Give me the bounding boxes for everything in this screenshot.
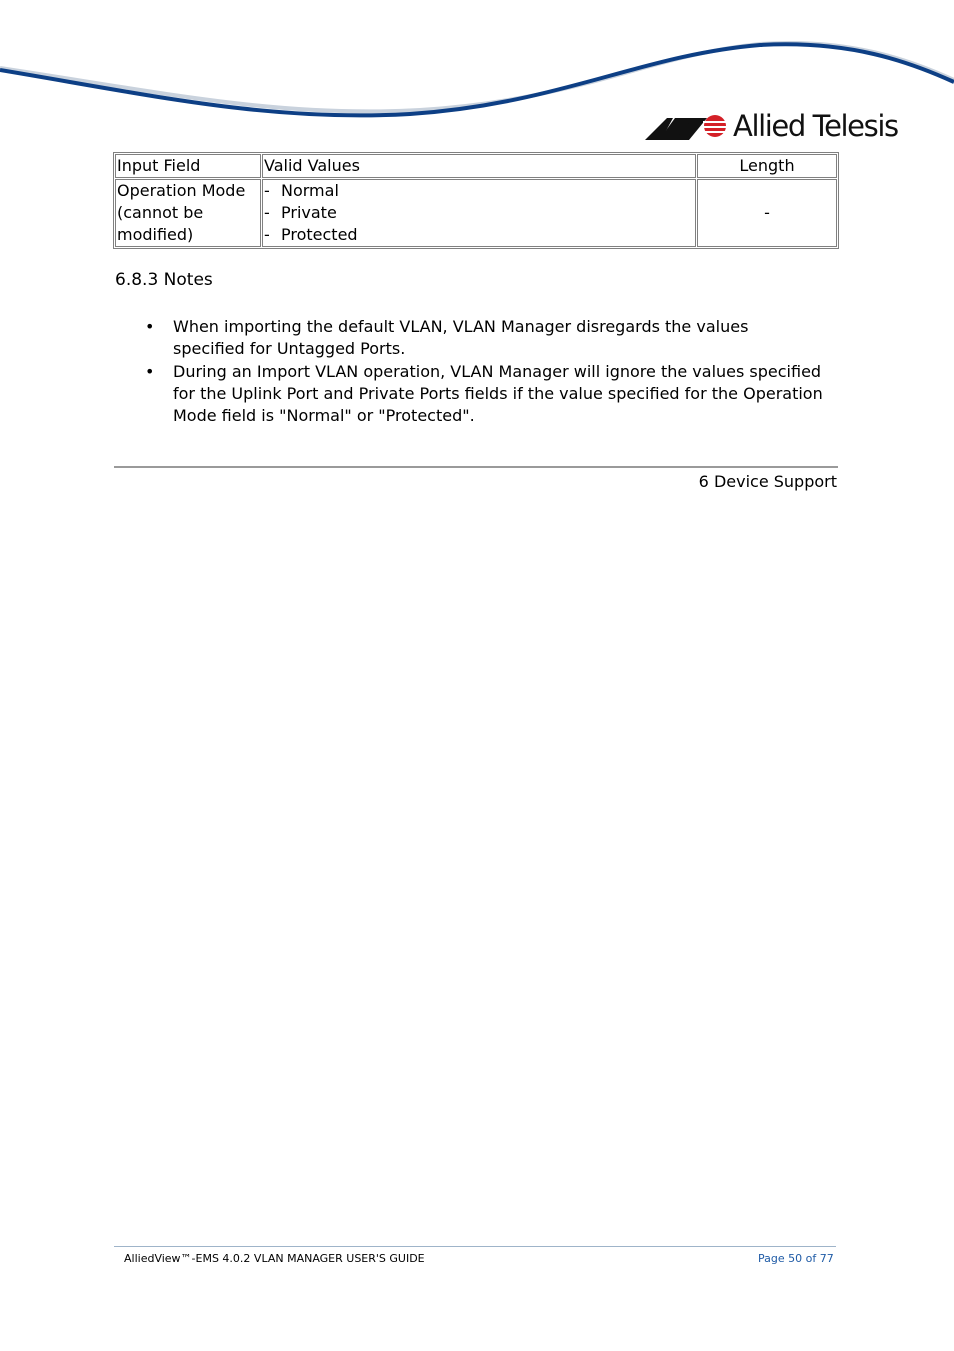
table-row	[115, 179, 837, 247]
valid-value-text: Private	[281, 203, 337, 222]
valid-value-text: Protected	[281, 225, 358, 244]
cell-length: -	[697, 179, 837, 247]
footer-divider	[114, 1246, 836, 1247]
table-header-row	[115, 154, 837, 178]
footer-page-number: Page 50 of 77	[758, 1252, 834, 1265]
valid-value-text: Normal	[281, 181, 339, 200]
header-valid-values: Valid Values	[262, 154, 696, 178]
header-swoosh	[0, 0, 954, 125]
field-line: (cannot be	[117, 203, 204, 222]
section-title: 6.8.3 Notes	[115, 270, 213, 290]
valid-value-item: - Normal	[264, 181, 339, 200]
field-line: modified)	[117, 225, 194, 244]
valid-value-item: - Private	[264, 203, 337, 222]
chapter-divider	[114, 466, 838, 468]
logo-text: Allied Telesis	[733, 109, 898, 143]
allied-telesis-logo	[645, 108, 898, 144]
chapter-label: 6 Device Support	[698, 472, 837, 491]
notes-list	[115, 316, 825, 428]
list-item: • When importing the default VLAN, VLAN Manager disregards the values specified for Untagged Ports.	[115, 316, 825, 360]
header-input-field: Input Field	[115, 154, 261, 178]
field-line: Operation Mode	[117, 181, 246, 200]
list-item: • During an Import VLAN operation, VLAN Manager will ignore the values specified for the Uplink Port and Private Ports fields if the value specified for the Operation Mode field is "Normal" or "Protected".	[115, 361, 825, 427]
input-fields-table	[113, 152, 839, 249]
footer-doc-title: AlliedView™-EMS 4.0.2 VLAN MANAGER USER'S GUIDE	[124, 1252, 425, 1265]
valid-value-item: - Protected	[264, 225, 358, 244]
logo-mark-icon	[645, 112, 727, 140]
cell-valid-values	[262, 179, 696, 247]
cell-input-field	[115, 179, 261, 247]
header-length: Length	[697, 154, 837, 178]
